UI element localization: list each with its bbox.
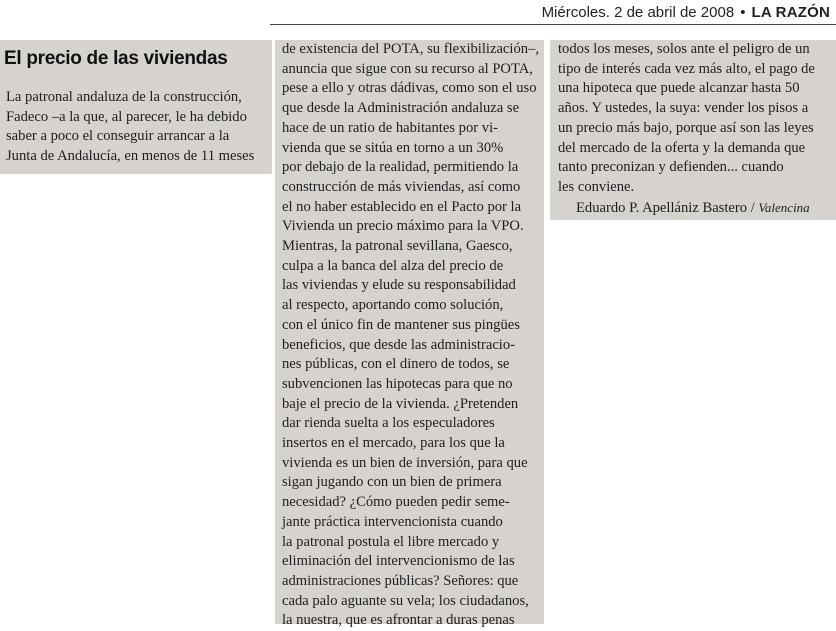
text-line: cada palo aguante su vela; los ciudadanos, <box>282 592 529 609</box>
text-line: con el único fin de mantener sus pingües <box>282 316 520 333</box>
text-line: subvencionen las hipotecas para que no <box>282 375 513 392</box>
text-line: por debajo de la realidad, permitiendo la <box>282 159 519 176</box>
text-line: tipo de interés cada vez más alto, el pago de <box>558 60 815 77</box>
text-line: un precio más bajo, porque así son las leyes <box>558 119 814 136</box>
text-line: la patronal postula el libre mercado y <box>282 533 500 550</box>
text-line: al respecto, aportando como solución, <box>282 297 504 314</box>
text-line: dar rienda suelta a los especuladores <box>282 415 495 432</box>
signature-name: Eduardo P. Apellániz Bastero <box>576 200 748 216</box>
text-line: años. Y ustedes, la suya: vender los pisos a <box>558 100 809 117</box>
text-line: una hipoteca que puede alcanzar hasta 50 <box>558 80 800 97</box>
text-line: baje el precio de la vivienda. ¿Pretenden <box>282 395 519 412</box>
text-line: administraciones públicas? Señores: que <box>282 572 519 589</box>
text-line: del mercado de la oferta y la demanda que <box>558 139 806 156</box>
text-line: insertos en el mercado, para los que la <box>282 435 505 452</box>
text-line: la nuestra, que es afrontar a duras penas <box>282 612 515 629</box>
text-line: vivienda es un bien de inversión, para que <box>282 454 528 471</box>
text-line: el no haber establecido en el Pacto por la <box>282 198 522 215</box>
text-line: las viviendas y elude su responsabilidad <box>282 277 516 294</box>
text-line: anuncia que sigue con su recurso al POTA, <box>282 60 533 77</box>
text-line: construcción de más viviendas, así como <box>282 178 521 195</box>
text-line: tanto preconizan y defienden... cuando <box>558 159 784 176</box>
article-title: El precio de las viviendas <box>4 48 228 69</box>
text-line: Mientras, la patronal sevillana, Gaesco, <box>282 238 513 255</box>
article-column-1 <box>6 88 254 167</box>
text-line: saber a poco el conseguir arrancar a la <box>6 128 230 145</box>
text-line: que desde la Administración andaluza se <box>282 100 520 117</box>
header-date: Miércoles. 2 de abril de 2008 <box>541 3 735 21</box>
text-line: La patronal andaluza de la construcción, <box>6 89 242 105</box>
article-column-3 <box>558 40 815 198</box>
text-line: beneficios, que desde las administracio- <box>282 336 516 353</box>
article-column-2 <box>282 40 539 631</box>
text-line: todos los meses, solos ante el peligro de un <box>558 41 810 57</box>
text-line: eliminación del intervencionismo de las <box>282 553 515 570</box>
signature-city: Valencina <box>758 200 810 215</box>
text-line: nes públicas, con el dinero de todos, se <box>282 356 510 373</box>
page-header <box>270 0 836 25</box>
article-signature <box>576 198 810 219</box>
text-line: Vivienda un precio máximo para la VPO. <box>282 218 524 235</box>
text-line: Fadeco –a la que, al parecer, le ha debido <box>6 108 247 125</box>
text-line: hace de un ratio de habitantes por vi- <box>282 119 498 136</box>
text-line: vienda que se sitúa en torno a un 30% <box>282 139 504 156</box>
publication-name: LA RAZÓN <box>751 3 830 21</box>
text-line: pese a ello y otras dádivas, como son el uso <box>282 80 537 97</box>
text-line: les conviene. <box>558 178 635 195</box>
text-line: culpa a la banca del alza del precio de <box>282 257 504 274</box>
signature-separator: / <box>750 200 755 216</box>
header-separator: • <box>740 3 746 21</box>
text-line: jante práctica intervencionista cuando <box>282 513 503 530</box>
text-line: sigan jugando con un bien de primera <box>282 474 502 491</box>
text-line: necesidad? ¿Cómo pueden pedir seme- <box>282 494 510 511</box>
text-line: de existencia del POTA, su flexibilización–, <box>282 41 539 57</box>
text-line: Junta de Andalucía, en menos de 11 meses <box>6 148 255 165</box>
